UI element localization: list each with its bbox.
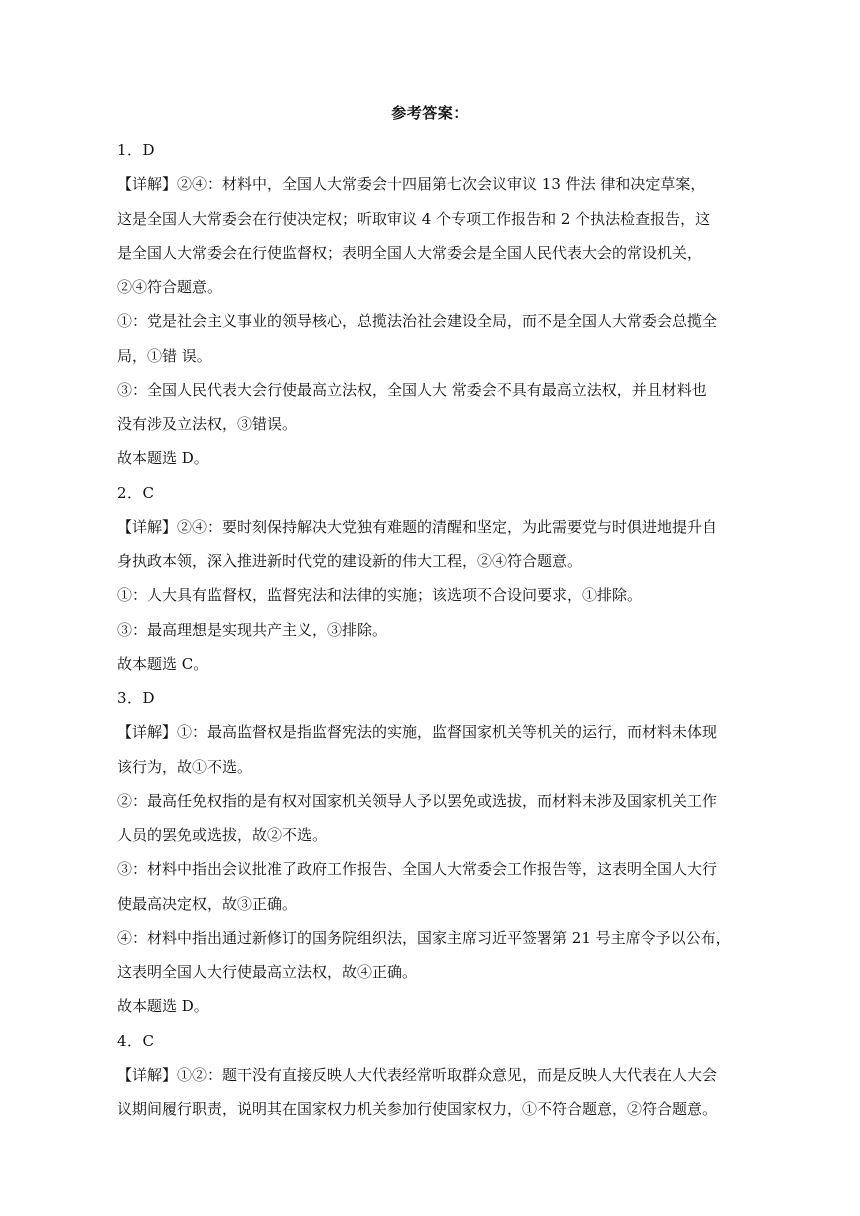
explanation-line: ③：材料中指出会议批准了政府工作报告、全国人大常委会工作报告等，这表明全国人大行 [117,860,718,879]
explanation-line: ①：人大具有监督权，监督宪法和法律的实施；该选项不合设问要求，①排除。 [117,586,643,605]
explanation-line: 是全国人大常委会在行使监督权；表明全国人大常委会是全国人民代表大会的常设机关， [117,243,703,262]
conclusion-line: 故本题选 D。 [117,449,209,468]
explanation-line: 【详解】①②：题干没有直接反映人大代表经常听取群众意见，而是反映人大代表在人大会 [117,1065,718,1084]
explanation-line: 这表明全国人大行使最高立法权，故④正确。 [117,963,418,981]
conclusion-line: 故本题选 C。 [117,654,209,673]
explanation-line: ④：材料中指出通过新修订的国务院组织法，国家主席习近平签署第 21 号主席令予以公布， [117,928,731,947]
explanation-line: 使最高决定权，故③正确。 [117,894,298,913]
explanation-line: ③：全国人民代表大会行使最高立法权，全国人大 常委会不具有最高立法权，并且材料也 [117,380,707,399]
answer-key-title: 参考答案： [391,104,469,122]
explanation-line: ③：最高理想是实现共产主义，③排除。 [117,620,388,639]
explanation-line: 【详解】①：最高监督权是指监督宪法的实施，监督国家机关等机关的运行，而材料未体现 [117,723,718,742]
explanation-line: 局，①错 误。 [117,346,212,365]
explanation-line: ②：最高任免权指的是有权对国家机关领导人予以罢免或选拔，而材料未涉及国家机关工作 [117,791,718,810]
explanation-line: 【详解】②④：要时刻保持解决大党独有难题的清醒和坚定，为此需要党与时俱进地提升自 [117,517,718,536]
conclusion-line: 故本题选 D。 [117,997,209,1016]
explanation-line: 身执政本领，深入推进新时代党的建设新的伟大工程，②④符合题意。 [117,552,583,570]
explanation-line: 该行为，故①不选。 [117,757,253,776]
answer-number-4: 4．C [117,1031,155,1050]
answer-number-3: 3．D [117,689,156,707]
answer-content [117,133,745,1126]
answer-number-2: 2．C [117,483,155,502]
answer-number-1: 1．D [117,141,156,159]
explanation-line: 人员的罢免或选拔，故②不选。 [117,826,328,844]
explanation-line: 没有涉及立法权，③错误。 [117,415,298,433]
explanation-line: 【详解】②④：材料中，全国人大常委会十四届第七次会议审议 13 件法 律和决定草案， [117,175,706,194]
explanation-line: 议期间履行职责，说明其在国家权力机关参加行使国家权力，①不符合题意，②符合题意。 [117,1100,718,1118]
explanation-line: ①：党是社会主义事业的领导核心，总揽法治社会建设全局，而不是全国人大常委会总揽全 [117,312,718,331]
explanation-line: ②④符合题意。 [117,278,223,296]
explanation-line: 这是全国人大常委会在行使决定权；听取审议 4 个专项工作报告和 2 个执法检查报告，这 [117,209,711,228]
